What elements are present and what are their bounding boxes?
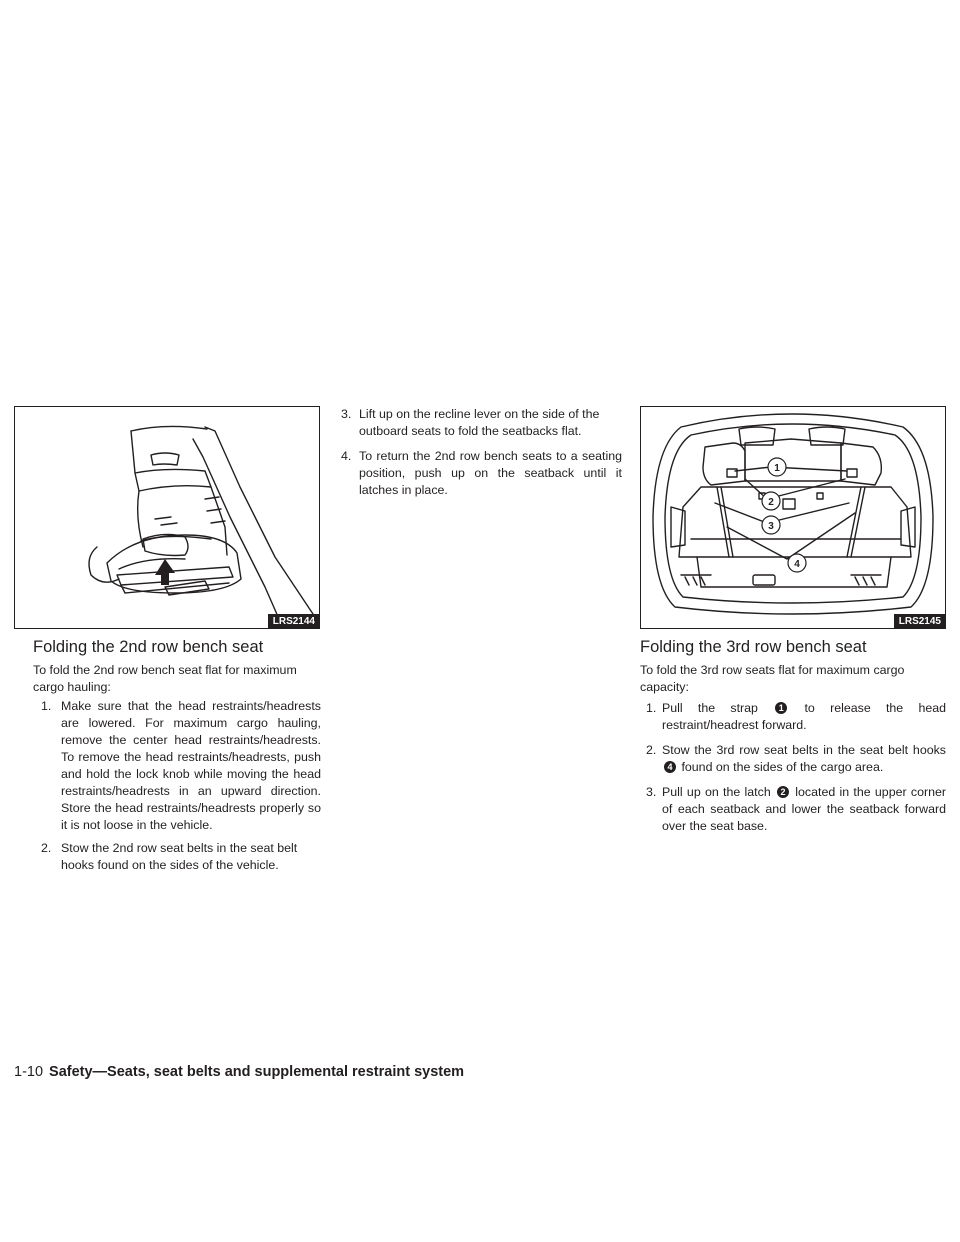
step-number: 4. — [341, 449, 352, 463]
step-item — [337, 448, 622, 499]
callout-2: 2 — [768, 497, 774, 508]
step-text — [662, 700, 946, 734]
steps-list — [640, 700, 946, 835]
step-text: Lift up on the recline lever on the side of the outboard seats to fold the seatbacks flat. — [359, 407, 600, 438]
callout-badge-4: 4 — [664, 761, 676, 773]
step-number: 1. — [41, 699, 52, 713]
step-number: 3. — [646, 785, 657, 799]
section-3rd-row — [640, 636, 946, 835]
section-2nd-row — [33, 636, 321, 874]
step-item — [33, 698, 321, 834]
page-number: 1-10 — [14, 1064, 44, 1080]
step-number: 2. — [41, 841, 52, 855]
step-number: 2. — [646, 743, 657, 757]
step-text-part: to release the head restraint/headrest forward. — [662, 701, 947, 732]
section-intro: To fold the 2nd row bench seat flat for maximum cargo hauling: — [33, 663, 297, 694]
step-text-part: Pull the strap — [662, 701, 758, 715]
footer-section-title: Safety—Seats, seat belts and supplemental restraint system — [49, 1064, 465, 1080]
step-text-part: Pull up on the latch — [662, 785, 771, 799]
callout-3: 3 — [768, 521, 774, 532]
section-heading: Folding the 3rd row bench seat — [640, 638, 867, 656]
step-item — [640, 784, 946, 835]
figure-cargo-area — [640, 406, 946, 629]
callout-badge-2: 2 — [777, 786, 789, 798]
step-item — [640, 700, 946, 734]
step-item — [337, 406, 622, 440]
section-heading: Folding the 2nd row bench seat — [33, 638, 264, 656]
step-item — [33, 840, 321, 874]
cargo-illustration — [641, 407, 945, 628]
step-text-part: located in the upper corner of each seatback and lower the seatback forward over the seat base. — [662, 785, 946, 833]
step-number: 1. — [646, 701, 657, 715]
step-text — [662, 742, 946, 776]
steps-list — [33, 698, 321, 874]
callout-1: 1 — [774, 463, 780, 474]
step-text: To return the 2nd row bench seats to a seating position, push up on the seatback until it latches in place. — [359, 449, 622, 497]
steps-list — [337, 406, 622, 499]
figure-code: LRS2144 — [268, 614, 319, 628]
step-text: Stow the 2nd row seat belts in the seat belt hooks found on the sides of the vehicle. — [61, 841, 298, 872]
section-intro: To fold the 3rd row seats flat for maximum cargo capacity: — [640, 663, 905, 694]
step-number: 3. — [341, 407, 352, 421]
step-text-part: Stow the 3rd row seat belts in the seat belt hooks — [662, 743, 946, 757]
step-item — [640, 742, 946, 776]
callout-badge-1: 1 — [775, 702, 787, 714]
section-2nd-row-continued — [337, 406, 622, 499]
figure-seat-recline-lever — [14, 406, 320, 629]
figure-code: LRS2145 — [894, 614, 945, 628]
step-text-part: found on the sides of the cargo area. — [681, 760, 884, 774]
step-text: Make sure that the head restraints/headrests are lowered. For maximum cargo hauling, remove the center head restraints/headrests. To remove the head restraints/headrests, push and hold the lock knob while moving the head restraints/headrests in an upward direction. Store the head restraints/headrests properly so it is not loose in the vehicle. — [61, 699, 321, 832]
step-text — [662, 784, 946, 835]
page-footer — [14, 1064, 464, 1080]
seat-illustration — [15, 407, 319, 628]
callout-4: 4 — [794, 559, 800, 570]
